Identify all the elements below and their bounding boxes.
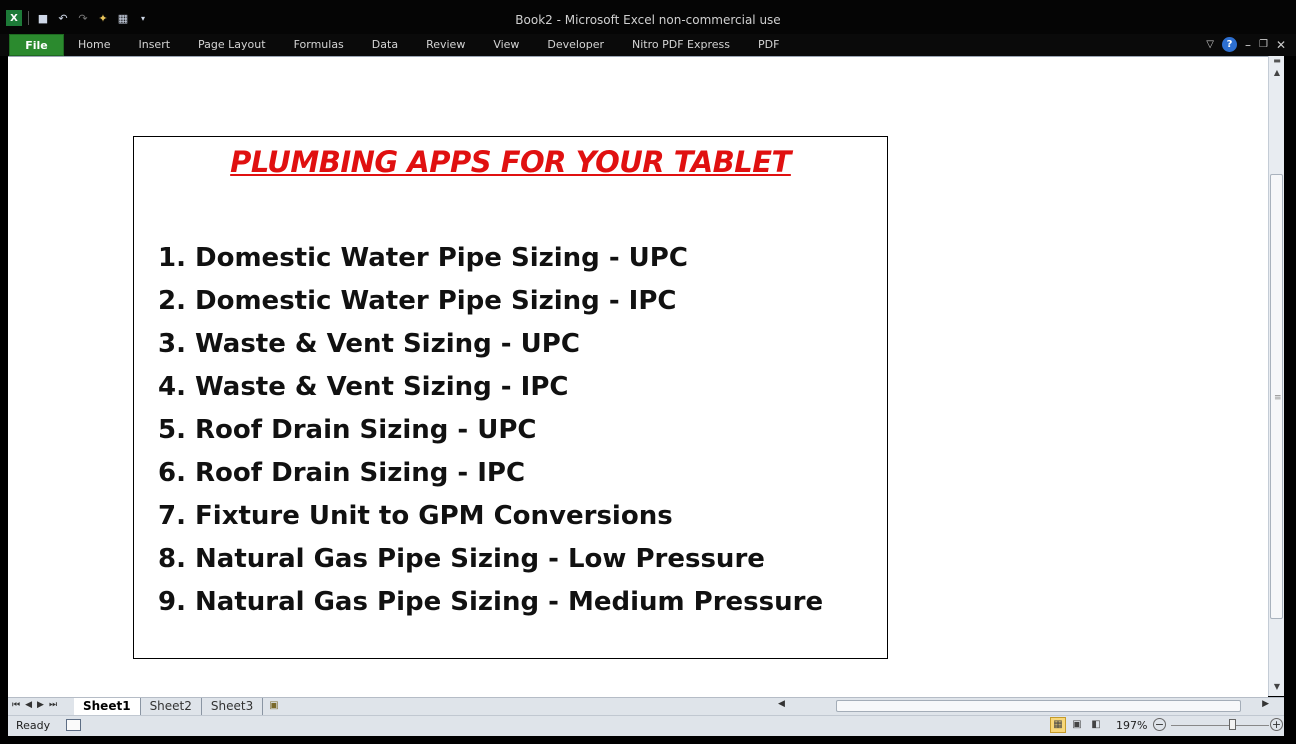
ribbon-tab-bar: [0, 34, 1296, 56]
apps-list: [158, 237, 823, 624]
list-item: 8. Natural Gas Pipe Sizing - Low Pressure: [158, 544, 765, 574]
ribbon-tabs: [64, 38, 793, 51]
tab-pdf[interactable]: PDF: [758, 38, 780, 51]
scroll-up-icon[interactable]: ▲: [1273, 68, 1281, 77]
list-item: 2. Domestic Water Pipe Sizing - IPC: [158, 286, 677, 316]
record-macro-icon[interactable]: [66, 719, 81, 731]
last-sheet-icon[interactable]: ⏭: [48, 700, 58, 710]
next-sheet-icon[interactable]: ▶: [37, 700, 44, 710]
ribbon-collapse-icon[interactable]: ▽: [1206, 39, 1214, 50]
list-item: 5. Roof Drain Sizing - UPC: [158, 415, 537, 445]
window-title: Book2 - Microsoft Excel non-commercial use: [515, 13, 781, 27]
restore-icon[interactable]: ❐: [1258, 39, 1268, 50]
tab-view[interactable]: View: [493, 38, 520, 51]
first-sheet-icon[interactable]: ⏮: [12, 700, 21, 710]
worksheet-area[interactable]: [8, 56, 1268, 697]
tab-review[interactable]: Review: [426, 38, 466, 51]
scroll-down-icon[interactable]: ▼: [1273, 682, 1281, 691]
horizontal-scrollbar[interactable]: [766, 699, 1271, 714]
list-item: 6. Roof Drain Sizing - IPC: [158, 458, 526, 488]
window-controls: [1206, 37, 1286, 52]
zoom-out-icon[interactable]: −: [1154, 718, 1165, 731]
page-break-view-icon[interactable]: ◧: [1091, 719, 1101, 730]
list-item: 4. Waste & Vent Sizing - IPC: [158, 372, 569, 402]
sheet-tab-sheet2[interactable]: Sheet2: [141, 698, 202, 715]
text-box[interactable]: [133, 136, 888, 659]
sheet-tab-sheet3[interactable]: Sheet3: [202, 698, 263, 715]
close-icon[interactable]: ✕: [1275, 37, 1286, 52]
tab-formulas[interactable]: Formulas: [293, 38, 344, 51]
split-handle-icon[interactable]: ▬: [1273, 56, 1281, 65]
minimize-icon[interactable]: –: [1244, 37, 1251, 52]
tab-nitro-pdf-express[interactable]: Nitro PDF Express: [632, 38, 730, 51]
excel-logo-icon[interactable]: X: [6, 10, 22, 26]
normal-view-icon[interactable]: ▦: [1050, 717, 1066, 733]
page-layout-view-icon[interactable]: ▣: [1072, 719, 1082, 730]
list-item: 9. Natural Gas Pipe Sizing - Medium Pressure: [158, 587, 824, 617]
zoom-level[interactable]: 197%: [1116, 719, 1148, 732]
tab-data[interactable]: Data: [371, 38, 399, 51]
title-bar: [0, 0, 1296, 36]
sheet-tab-bar: [8, 697, 1284, 715]
status-text: Ready: [16, 719, 51, 732]
scroll-right-icon[interactable]: ▶: [1262, 699, 1269, 709]
page-title: PLUMBING APPS FOR YOUR TABLET: [230, 145, 791, 179]
save-icon[interactable]: ■: [37, 11, 49, 25]
status-bar: [8, 715, 1284, 736]
prev-sheet-icon[interactable]: ◀: [25, 700, 33, 710]
view-buttons: [1050, 717, 1104, 733]
scroll-left-icon[interactable]: ◀: [778, 699, 785, 709]
file-tab[interactable]: File: [9, 34, 64, 56]
form-icon[interactable]: ▦: [117, 11, 129, 25]
sheet-navigation: [12, 700, 57, 710]
grip-icon: ≡: [1274, 393, 1282, 403]
insert-sheet-icon[interactable]: ▣: [269, 700, 279, 711]
tab-home[interactable]: Home: [78, 38, 111, 51]
zoom-slider[interactable]: [1171, 725, 1269, 726]
format-painter-icon[interactable]: ✦: [98, 11, 108, 25]
help-icon[interactable]: ?: [1222, 37, 1237, 52]
redo-icon[interactable]: ↷: [78, 11, 88, 25]
tab-developer[interactable]: Developer: [547, 38, 604, 51]
zoom-slider-handle[interactable]: [1229, 719, 1236, 730]
list-item: 1. Domestic Water Pipe Sizing - UPC: [158, 243, 688, 273]
list-item: 7. Fixture Unit to GPM Conversions: [158, 501, 673, 531]
sheet-tab-sheet1[interactable]: Sheet1: [74, 698, 141, 715]
undo-icon[interactable]: ↶: [58, 11, 68, 25]
horizontal-scroll-thumb[interactable]: [836, 700, 1241, 712]
sheet-tabs: [74, 698, 283, 715]
vertical-scroll-thumb[interactable]: [1270, 174, 1283, 619]
tab-page-layout[interactable]: Page Layout: [198, 38, 266, 51]
customize-toolbar-icon[interactable]: ▾: [140, 13, 145, 23]
zoom-in-icon[interactable]: +: [1271, 718, 1282, 731]
list-item: 3. Waste & Vent Sizing - UPC: [158, 329, 580, 359]
tab-insert[interactable]: Insert: [138, 38, 171, 51]
vertical-scrollbar[interactable]: [1268, 56, 1284, 696]
